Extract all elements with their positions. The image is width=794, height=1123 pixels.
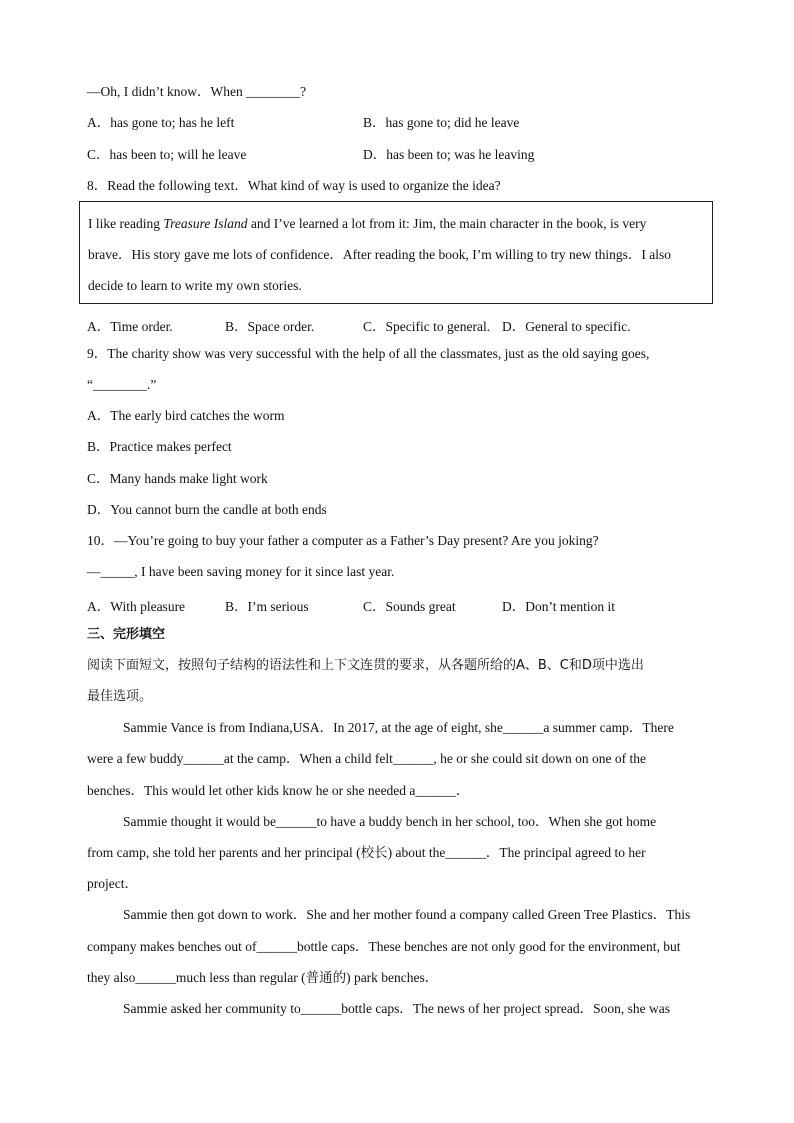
q8-box-line-1-pre: I like reading: [88, 216, 164, 231]
passage-p2-line-2: from camp, she told her parents and her principal (校长) about the______．The principal agreed to her: [87, 845, 646, 860]
q9-stem-line-2: “________.”: [87, 377, 157, 392]
section-instructions-line-2: 最佳选项。: [87, 689, 153, 704]
q10-option-c: C．Sounds great: [363, 599, 456, 614]
q9-option-d: D．You cannot burn the candle at both ends: [87, 502, 327, 517]
q8-option-b: B．Space order.: [225, 319, 315, 334]
q7-option-b: B．has gone to; did he leave: [363, 115, 520, 130]
passage-p2-line-1: Sammie thought it would be______to have a buddy bench in her school, too．When she got home: [123, 814, 657, 829]
q9-option-c: C．Many hands make light work: [87, 471, 268, 486]
section-instructions-line-1: 阅读下面短文，按照句子结构的语法性和上下文连贯的要求，从各题所给的A、B、C和D项中选出: [87, 658, 644, 673]
passage-p3-line-1: Sammie then got down to work．She and her mother found a company called Green Tree Plastics．This: [123, 907, 691, 922]
q9-option-a: A．The early bird catches the worm: [87, 408, 285, 423]
passage-p3-line-3: they also______much less than regular (普通的) park benches．: [87, 970, 439, 985]
q8-box-line-3: decide to learn to write my own stories.: [88, 278, 302, 293]
q7-option-d: D．has been to; was he leaving: [363, 147, 535, 162]
q7-dialog: —Oh, I didn’t know．When ________?: [87, 84, 307, 99]
passage-p4-line-1: Sammie asked her community to______bottle caps．The news of her project spread．Soon, she was: [123, 1001, 671, 1016]
q8-text-box: [79, 201, 713, 304]
q8-box-line-1: [88, 216, 646, 232]
q10-stem: 10．—You’re going to buy your father a computer as a Father’s Day present? Are you joking?: [87, 533, 599, 548]
q8-box-line-1-post: and I’ve learned a lot from it: Jim, the main character in the book, is very: [247, 216, 647, 231]
passage-p3-line-2: company makes benches out of______bottle caps．These benches are not only good for the environment, but: [87, 939, 681, 954]
q8-book-title: Treasure Island: [163, 216, 248, 231]
passage-p1-line-3: benches．This would let other kids know he or she needed a______．: [87, 783, 470, 798]
q7-option-c: C．has been to; will he leave: [87, 147, 247, 162]
q9-stem-line-1: 9．The charity show was very successful with the help of all the classmates, just as the old saying goes,: [87, 346, 650, 361]
q10-option-b: B．I’m serious: [225, 599, 309, 614]
passage-p1-line-1: Sammie Vance is from Indiana,USA．In 2017, at the age of eight, she______a summer camp．There: [123, 720, 674, 735]
section-heading: 三、完形填空: [87, 627, 166, 642]
passage-p2-line-3: project．: [87, 876, 138, 891]
q8-stem: 8．Read the following text．What kind of way is used to organize the idea?: [87, 178, 501, 193]
q10-option-a: A．With pleasure: [87, 599, 186, 614]
q8-box-line-2: brave．His story gave me lots of confidence．After reading the book, I’m willing to try new things．I also: [88, 247, 671, 262]
q8-option-c: C．Specific to general.: [363, 319, 491, 334]
q8-option-a: A．Time order.: [87, 319, 173, 334]
q8-option-d: D．General to specific.: [502, 319, 631, 334]
passage-p1-line-2: were a few buddy______at the camp．When a child felt______, he or she could sit down on one of the: [87, 751, 646, 766]
q10-option-d: D．Don’t mention it: [502, 599, 615, 614]
q10-reply: —_____, I have been saving money for it since last year.: [87, 564, 395, 579]
q7-option-a: A．has gone to; has he left: [87, 115, 235, 130]
q9-option-b: B．Practice makes perfect: [87, 439, 232, 454]
